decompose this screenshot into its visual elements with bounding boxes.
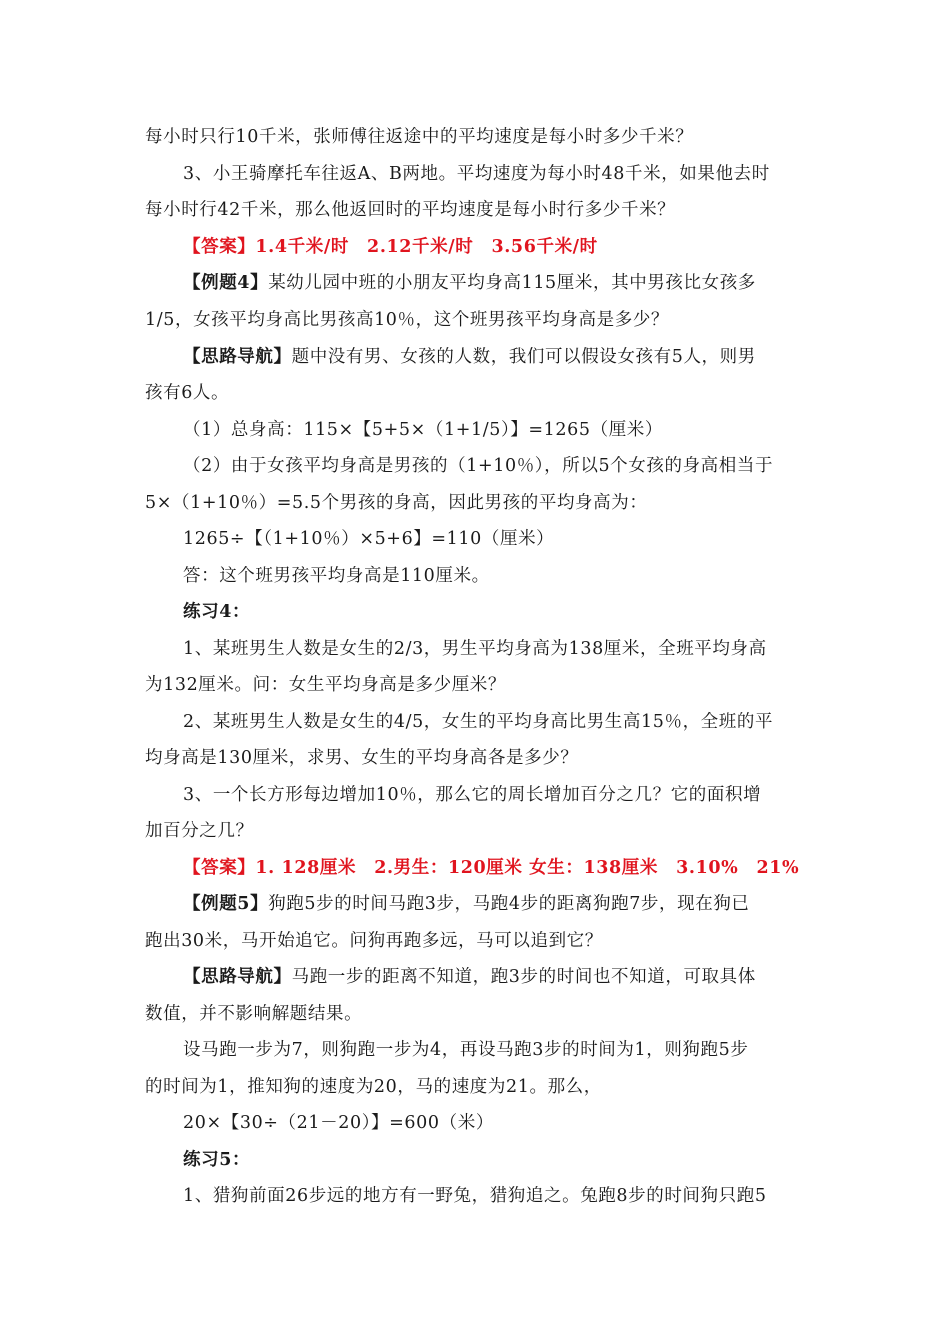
hint-heading <box>183 346 756 368</box>
text-line: 孩有6人。 <box>145 383 230 403</box>
example-heading <box>183 272 756 294</box>
example-tag: 【例题5】 <box>183 894 269 914</box>
text-line: 1、某班男生人数是女生的2/3，男生平均身高为138厘米，全班平均身高 <box>183 639 767 659</box>
text-line: 的时间为1，推知狗的速度为20，马的速度为21。那么， <box>145 1077 602 1097</box>
text-line: 1/5，女孩平均身高比男孩高10％，这个班男孩平均身高是多少？ <box>145 310 670 330</box>
formula-line: （1）总身高：115×【5+5×（1+1/5）】=1265（厘米） <box>183 420 664 440</box>
example-text: 某幼儿园中班的小朋友平均身高115厘米，其中男孩比女孩多 <box>268 273 756 293</box>
example-text: 狗跑5步的时间马跑3步，马跑4步的距离狗跑7步，现在狗已 <box>268 894 750 914</box>
text-line: 跑出30米，马开始追它。问狗再跑多远，马可以追到它？ <box>145 931 603 951</box>
text-line: 设马跑一步为7，则狗跑一步为4，再设马跑3步的时间为1，则狗跑5步 <box>183 1040 749 1060</box>
text-line: 2、某班男生人数是女生的4/5，女生的平均身高比男生高15％，全班的平 <box>183 712 774 732</box>
hint-text: 题中没有男、女孩的人数，我们可以假设女孩有5人，则男 <box>291 347 756 367</box>
text-line: 数值，并不影响解题结果。 <box>145 1004 363 1024</box>
text-line: 加百分之几？ <box>145 821 254 841</box>
formula-line: 20×【30÷（21－20）】=600（米） <box>183 1113 494 1133</box>
text-line: 5×（1+10％）=5.5个男孩的身高，因此男孩的平均身高为： <box>145 493 648 513</box>
hint-tag: 【思路导航】 <box>183 347 292 367</box>
text-line: 均身高是130厘米，求男、女生的平均身高各是多少？ <box>145 748 579 768</box>
text-line: 3、一个长方形每边增加10％，那么它的周长增加百分之几？它的面积增 <box>183 785 762 805</box>
text-line: 为132厘米。问：女生平均身高是多少厘米？ <box>145 675 507 695</box>
practice-heading: 练习4： <box>183 602 251 622</box>
example-tag: 【例题4】 <box>183 273 269 293</box>
hint-tag: 【思路导航】 <box>183 967 292 987</box>
text-line: 答：这个班男孩平均身高是110厘米。 <box>183 566 490 586</box>
text-line: （2）由于女孩平均身高是男孩的（1+10％），所以5个女孩的身高相当于 <box>183 456 774 476</box>
text-line: 每小时只行10千米，张师傅往返途中的平均速度是每小时多少千米？ <box>145 127 694 147</box>
answer-line: 【答案】1.4千米/时 2.12千米/时 3.56千米/时 <box>183 237 598 257</box>
text-line: 1、猎狗前面26步远的地方有一野兔，猎狗追之。兔跑8步的时间狗只跑5 <box>183 1186 767 1206</box>
practice-heading: 练习5： <box>183 1150 251 1170</box>
hint-heading <box>183 966 756 988</box>
text-line: 3、小王骑摩托车往返A、B两地。平均速度为每小时48千米，如果他去时 <box>183 164 770 184</box>
example-heading <box>183 893 750 915</box>
hint-text: 马跑一步的距离不知道，跑3步的时间也不知道，可取具体 <box>291 967 756 987</box>
answer-line: 【答案】1. 128厘米 2.男生：120厘米 女生：138厘米 3.10% 21% <box>183 858 800 878</box>
text-line: 每小时行42千米，那么他返回时的平均速度是每小时行多少千米？ <box>145 200 676 220</box>
formula-line: 1265÷【（1+10％）×5+6】=110（厘米） <box>183 529 555 549</box>
